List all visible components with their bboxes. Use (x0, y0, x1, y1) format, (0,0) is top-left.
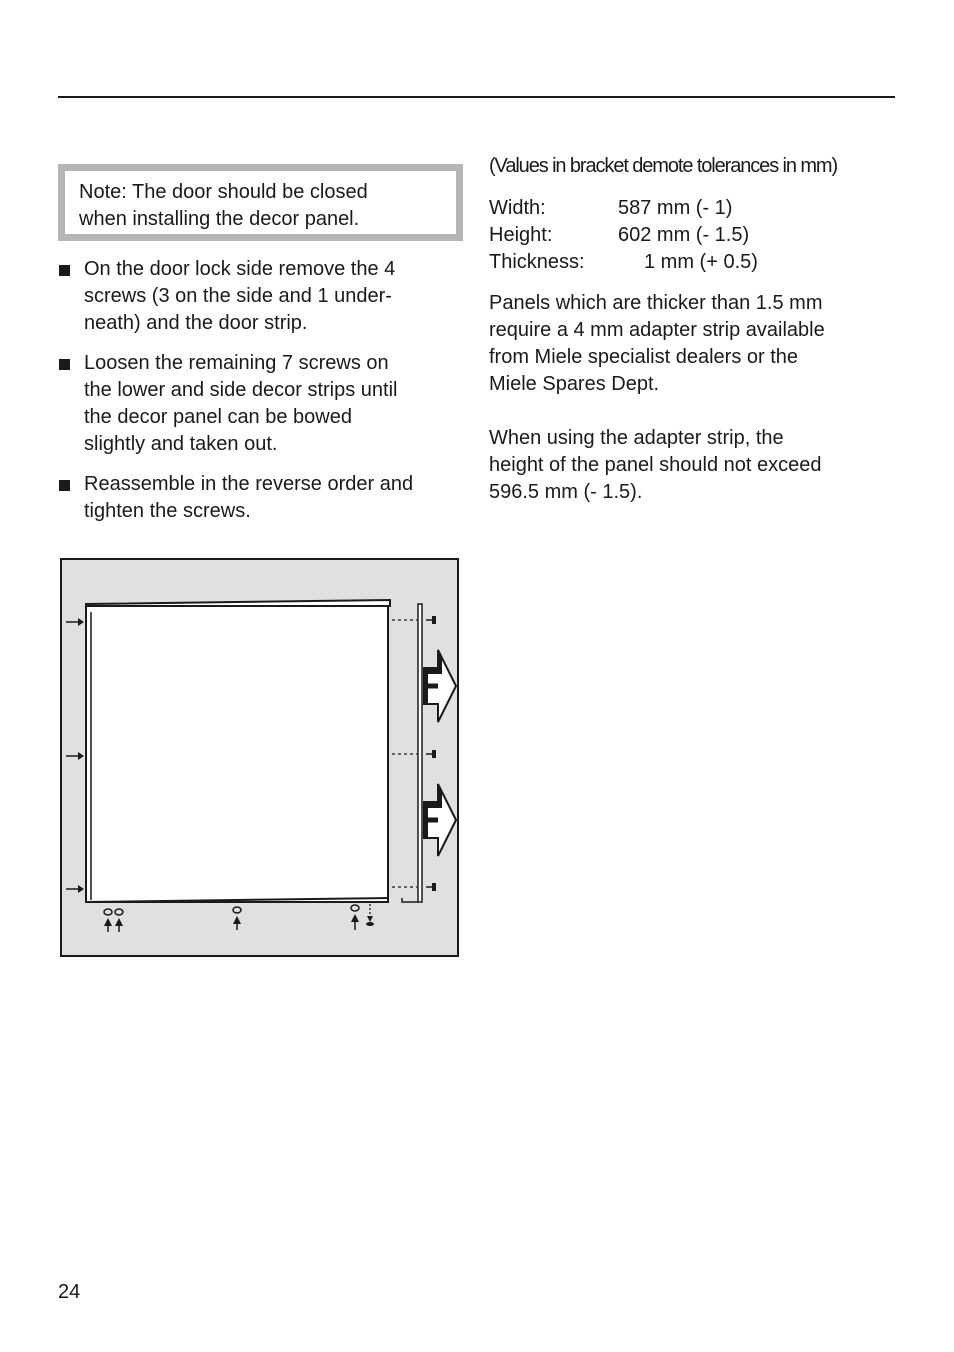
instruction-item: On the door lock side remove the 4 screws (3 on the side and 1 under- neath) and the door strip. (58, 256, 468, 337)
bottom-screw-strip-icon (366, 904, 374, 926)
tolerance-caption: (Values in bracket demote tolerances in mm) (489, 155, 838, 177)
decor-panel-removal-diagram-icon (62, 560, 457, 955)
remove-strip-arrow-lower-icon (424, 784, 456, 856)
instruction-list (58, 256, 468, 538)
right-screw-top-icon (392, 616, 436, 624)
bottom-screw-center-icon (233, 907, 241, 930)
decor-panel (86, 606, 388, 902)
note-box (58, 164, 463, 241)
right-screw-middle-icon (392, 750, 436, 758)
bottom-screw-right-icon (351, 905, 359, 930)
left-screw-bottom-icon (66, 885, 84, 893)
bottom-screw-left-icon (104, 909, 112, 932)
decor-panel-diagram (60, 558, 459, 957)
bullet-square-icon (59, 265, 70, 276)
instruction-item: Loosen the remaining 7 screws on the lower and side decor strips until the decor panel can be bowed slightly and taken out. (58, 350, 468, 458)
instruction-item: Reassemble in the reverse order and tighten the screws. (58, 471, 468, 525)
note-text: Note: The door should be closed when installing the decor panel. (65, 171, 456, 234)
header-rule (58, 96, 895, 98)
left-screw-middle-icon (66, 752, 84, 760)
page-number: 24 (58, 1281, 81, 1303)
spec-row-thickness: Thickness: 1 mm (+ 0.5) (489, 251, 758, 273)
right-column (489, 153, 899, 506)
bottom-screw-left2-icon (115, 909, 123, 932)
spec-row-width: Width: 587 mm (- 1) (489, 197, 733, 219)
remove-strip-arrow-upper-icon (424, 650, 456, 722)
door-strip (402, 604, 422, 902)
left-screw-top-icon (66, 618, 84, 626)
bullet-square-icon (59, 480, 70, 491)
height-limit-paragraph: When using the adapter strip, the height of the panel should not exceed 596.5 mm (- 1.5). (489, 427, 822, 503)
spec-row-height: Height: 602 mm (- 1.5) (489, 224, 750, 246)
right-screw-bottom-icon (392, 883, 436, 891)
bullet-square-icon (59, 359, 70, 370)
adapter-strip-paragraph: Panels which are thicker than 1.5 mm require a 4 mm adapter strip available from Miele specialist dealers or the Miele Spares Dept. (489, 292, 825, 395)
